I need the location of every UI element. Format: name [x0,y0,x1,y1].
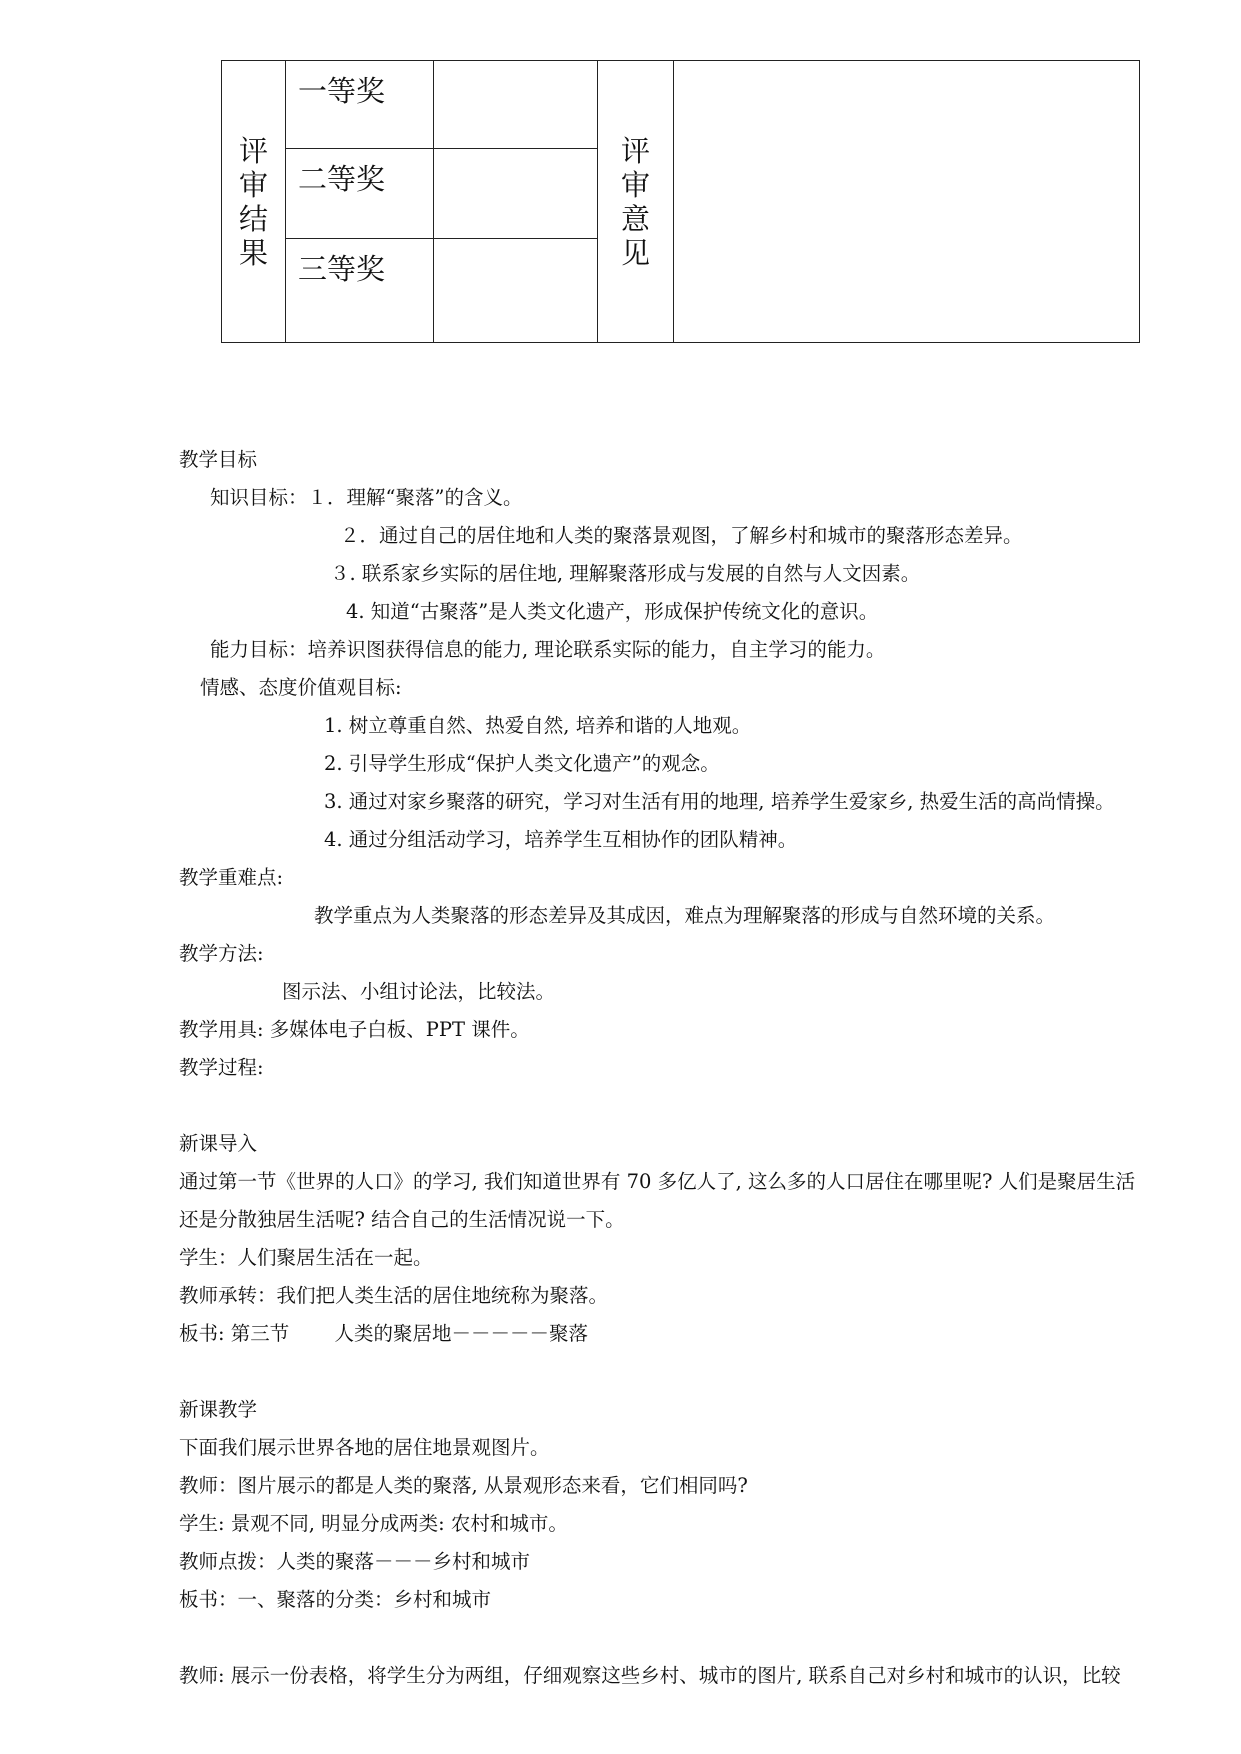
text-line: 4. 知道“古聚落”是人类文化遗产，形成保护传统文化的意识。 [346,600,879,623]
text-line: 教师点拨：人类的聚落－－－乡村和城市 [179,1550,531,1573]
text-line: 新课教学 [179,1398,258,1421]
text-line: 教学方法: [179,942,264,965]
text-line: 3. 通过对家乡聚落的研究，学习对生活有用的地理, 培养学生爱家乡, 热爱生活的高尚情操。 [324,790,1115,813]
text-line: ３. 联系家乡实际的居住地, 理解聚落形成与发展的自然与人文因素。 [330,562,921,585]
label-char: 结 [238,201,268,236]
text-line: 4. 通过分组活动学习，培养学生互相协作的团队精神。 [324,828,798,851]
text-line: 教师承转：我们把人类生活的居住地统称为聚落。 [179,1284,609,1307]
text-line: 通过第一节《世界的人口》的学习, 我们知道世界有 70 多亿人了, 这么多的人口居住在哪里呢? 人们是聚居生活 [179,1170,1136,1193]
label-char: 审 [238,167,268,202]
label-char: 审 [620,167,650,202]
review-opinion-cell[interactable] [674,61,1140,343]
text-line: 教学过程: [179,1056,264,1079]
label-char: 评 [620,133,650,168]
text-line: 1. 树立尊重自然、热爱自然, 培养和谐的人地观。 [324,714,752,737]
text-line: 板书: 第三节 人类的聚居地－－－－－聚落 [179,1322,588,1345]
label-char: 果 [238,235,268,270]
review-opinion-label [598,61,674,343]
second-prize-label: 二等奖 [286,149,434,239]
text-line: 教师：图片展示的都是人类的聚落, 从景观形态来看，它们相同吗? [179,1474,748,1497]
first-prize-cell[interactable] [434,61,598,149]
text-line: 教学重难点: [179,866,284,889]
text-line: 图示法、小组讨论法，比较法。 [282,980,556,1003]
label-char: 评 [238,133,268,168]
text-line: 2. 引导学生形成“保护人类文化遗产”的观念。 [324,752,720,775]
label-char: 见 [620,235,650,270]
text-line: 学生：人们聚居生活在一起。 [179,1246,433,1269]
text-line: 板书：一、聚落的分类：乡村和城市 [179,1588,492,1611]
text-line: ２．通过自己的居住地和人类的聚落景观图，了解乡村和城市的聚落形态差异。 [340,524,1023,547]
text-line: 教学目标 [179,448,258,471]
review-result-label [222,61,286,343]
text-line: 教学用具: 多媒体电子白板、PPT 课件。 [179,1018,530,1041]
third-prize-label: 三等奖 [286,239,434,343]
second-prize-cell[interactable] [434,149,598,239]
text-line: 下面我们展示世界各地的居住地景观图片。 [179,1436,550,1459]
text-line: 情感、态度价值观目标: [200,676,402,699]
text-line: 教学重点为人类聚落的形态差异及其成因，难点为理解聚落的形成与自然环境的关系。 [314,904,1056,927]
text-line: 学生: 景观不同, 明显分成两类: 农村和城市。 [179,1512,568,1535]
label-char: 意 [620,201,650,236]
review-result-table [221,60,1140,343]
text-line: 还是分散独居生活呢? 结合自己的生活情况说一下。 [179,1208,625,1231]
third-prize-cell[interactable] [434,239,598,343]
text-line: 教师: 展示一份表格，将学生分为两组，仔细观察这些乡村、城市的图片, 联系自己对乡村和城市的认识，比较 [179,1664,1121,1687]
first-prize-label: 一等奖 [286,61,434,149]
text-line: 新课导入 [179,1132,258,1155]
text-line: 知识目标：１．理解“聚落”的含义。 [210,486,523,509]
text-line: 能力目标：培养识图获得信息的能力, 理论联系实际的能力，自主学习的能力。 [210,638,886,661]
